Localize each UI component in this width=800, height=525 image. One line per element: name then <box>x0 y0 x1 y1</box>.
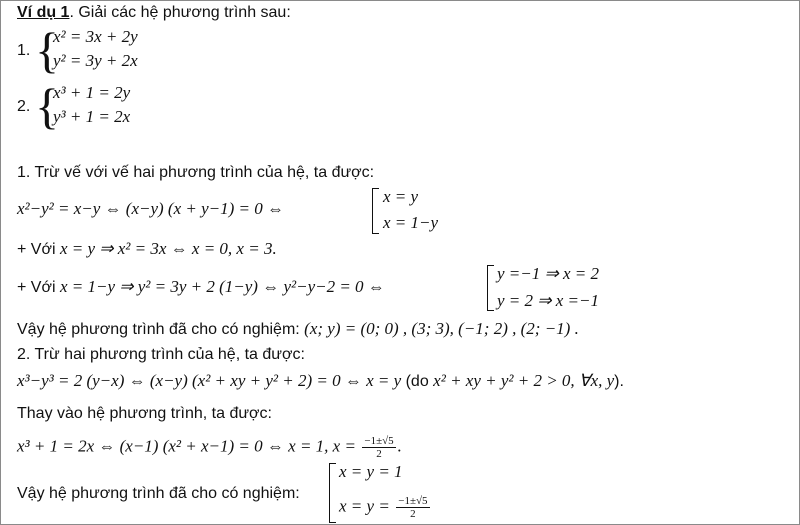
problem-1-eq1: x² = 3x + 2y <box>53 27 138 46</box>
fraction-numerator: −1±√5 <box>398 495 428 507</box>
case-bracket <box>329 463 336 523</box>
case-bracket <box>372 188 379 234</box>
fraction <box>396 495 429 520</box>
fraction <box>362 435 395 460</box>
problem-2-number: 2. <box>17 98 31 115</box>
conclusion-2-case-1: x = y = 1 <box>339 462 403 481</box>
example-intro: . Giải các hệ phương trình sau: <box>69 4 291 21</box>
conclusion-2-case-2: x = y = <box>339 496 390 516</box>
substitute-line <box>17 435 402 460</box>
problem-1-eq2: y² = 3y + 2x <box>53 51 138 70</box>
conclusion-1 <box>17 319 579 340</box>
case-bracket <box>487 265 494 311</box>
conclusion-2-text: Vậy hệ phương trình đã cho có nghiệm: <box>17 485 300 502</box>
part2-note-math: x² + xy + y² + 2 > 0, ∀x, y <box>433 371 615 390</box>
example-header <box>17 3 291 23</box>
part2-equation-line <box>17 371 624 392</box>
part1-case-1: x = y <box>383 187 419 206</box>
example-title: Ví dụ 1 <box>17 4 70 21</box>
conclusion-2-case-2-line <box>339 495 432 520</box>
case-b-equation: x = 1−y ⇒ y² = 3y + 2 (1−y) ⇔ y²−y−2 = 0 ⇔ <box>59 277 385 296</box>
part2-note-open: (do <box>401 373 434 390</box>
part2-note-close: ). <box>614 373 624 390</box>
case-a-prefix: + Với <box>17 241 60 258</box>
case-a-equation: x = y ⇒ x² = 3x ⇔ x = 0, x = 3. <box>59 239 277 258</box>
case-a-line <box>17 239 277 260</box>
case-b-sub-2: y = 2 ⇒ x =−1 <box>497 291 599 310</box>
problem-2-eq1: x³ + 1 = 2y <box>53 83 131 102</box>
substitute-equation: x³ + 1 = 2x ⇔ (x−1) (x² + x−1) = 0 ⇔ x = 1, x = <box>17 436 356 456</box>
left-brace: { <box>35 78 59 134</box>
fraction-denominator: 2 <box>376 448 382 460</box>
conclusion-1-text: Vậy hệ phương trình đã cho có nghiệm: <box>17 321 305 338</box>
part1-heading: 1. Trừ vế với vế hai phương trình của hệ, ta được: <box>17 164 375 181</box>
problem-1-number: 1. <box>17 42 31 59</box>
part2-heading: 2. Trừ hai phương trình của hệ, ta được: <box>17 346 305 363</box>
substitute-text: Thay vào hệ phương trình, ta được: <box>17 405 272 422</box>
substitute-end: . <box>397 436 402 456</box>
case-b-sub-1: y =−1 ⇒ x = 2 <box>497 264 599 283</box>
problem-2-eq2: y³ + 1 = 2x <box>53 107 131 126</box>
part1-case-2: x = 1−y <box>383 213 439 232</box>
fraction-denominator: 2 <box>410 508 416 520</box>
conclusion-1-math: (x; y) = (0; 0) , (3; 3), (−1; 2) , (2; −1) . <box>304 319 579 338</box>
case-b-line <box>17 277 385 298</box>
left-brace: { <box>35 22 59 78</box>
part2-equation: x³−y³ = 2 (y−x) ⇔ (x−y) (x² + xy + y² + 2) = 0 ⇔ x = y <box>17 371 402 390</box>
fraction-numerator: −1±√5 <box>364 435 394 447</box>
part1-equation: x²−y² = x−y ⇔ (x−y) (x + y−1) = 0 ⇔ <box>17 199 285 218</box>
case-b-prefix: + Với <box>17 279 60 296</box>
